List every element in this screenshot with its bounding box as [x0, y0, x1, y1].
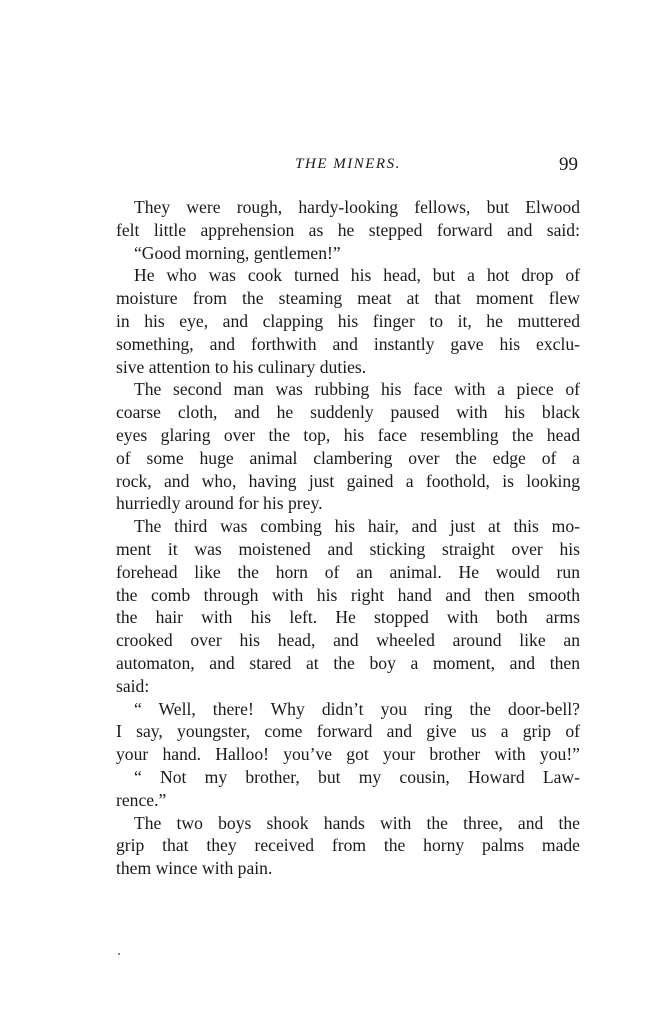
text-line: automaton, and stared at the boy a moment, and then [116, 652, 580, 673]
text-line: grip that they received from the horny palms made [116, 835, 580, 856]
text-line: forehead like the horn of an animal. He would run [116, 561, 580, 582]
text-line: The second man was rubbing his face with a piece of [134, 379, 580, 400]
page-header [116, 154, 580, 178]
text-line: “ Well, there! Why didn’t you ring the door-bell? [134, 698, 580, 719]
text-line: They were rough, hardy-looking fellows, but Elwood [134, 197, 580, 217]
text-line: coarse cloth, and he suddenly paused with his black [116, 402, 580, 423]
text-line: said: [116, 675, 150, 696]
text-line: sive attention to his culinary duties. [116, 356, 367, 377]
text-line: “ Not my brother, but my cousin, Howard Law- [134, 766, 580, 787]
text-line: eyes glaring over the top, his face resembling the head [116, 424, 580, 445]
page-number: 99 [559, 154, 578, 175]
text-line: rock, and who, having just gained a foothold, is looking [116, 470, 580, 491]
text-line: The two boys shook hands with the three, and the [134, 812, 580, 833]
text-line: the hair with his left. He stopped with both arms [116, 607, 580, 628]
text-line: your hand. Halloo! you’ve got your brother with you!” [116, 744, 580, 765]
text-line: The third was combing his hair, and just at this mo- [134, 516, 580, 537]
text-line: of some huge animal clambering over the edge of a [116, 447, 580, 468]
text-line: moisture from the steaming meat at that moment flew [116, 288, 580, 309]
text-line: in his eye, and clapping his finger to it, he muttered [116, 310, 580, 331]
text-line: them wince with pain. [116, 858, 273, 879]
text-line: “Good morning, gentlemen!” [134, 242, 341, 263]
body-text [116, 196, 580, 880]
running-title: THE MINERS. [295, 156, 401, 172]
stray-ink-mark [118, 953, 120, 955]
text-line: crooked over his head, and wheeled around like an [116, 630, 580, 651]
text-line: felt little apprehension as he stepped forward and said: [116, 219, 580, 240]
text-line: I say, youngster, come forward and give us a grip of [116, 721, 580, 742]
text-line: rence.” [116, 789, 167, 810]
text-line: something, and forthwith and instantly gave his exclu- [116, 333, 580, 354]
text-line: He who was cook turned his head, but a hot drop of [134, 265, 580, 286]
text-line: the comb through with his right hand and then smooth [116, 584, 580, 605]
text-line: hurriedly around for his prey. [116, 493, 323, 514]
text-line: ment it was moistened and sticking straight over his [116, 538, 580, 559]
